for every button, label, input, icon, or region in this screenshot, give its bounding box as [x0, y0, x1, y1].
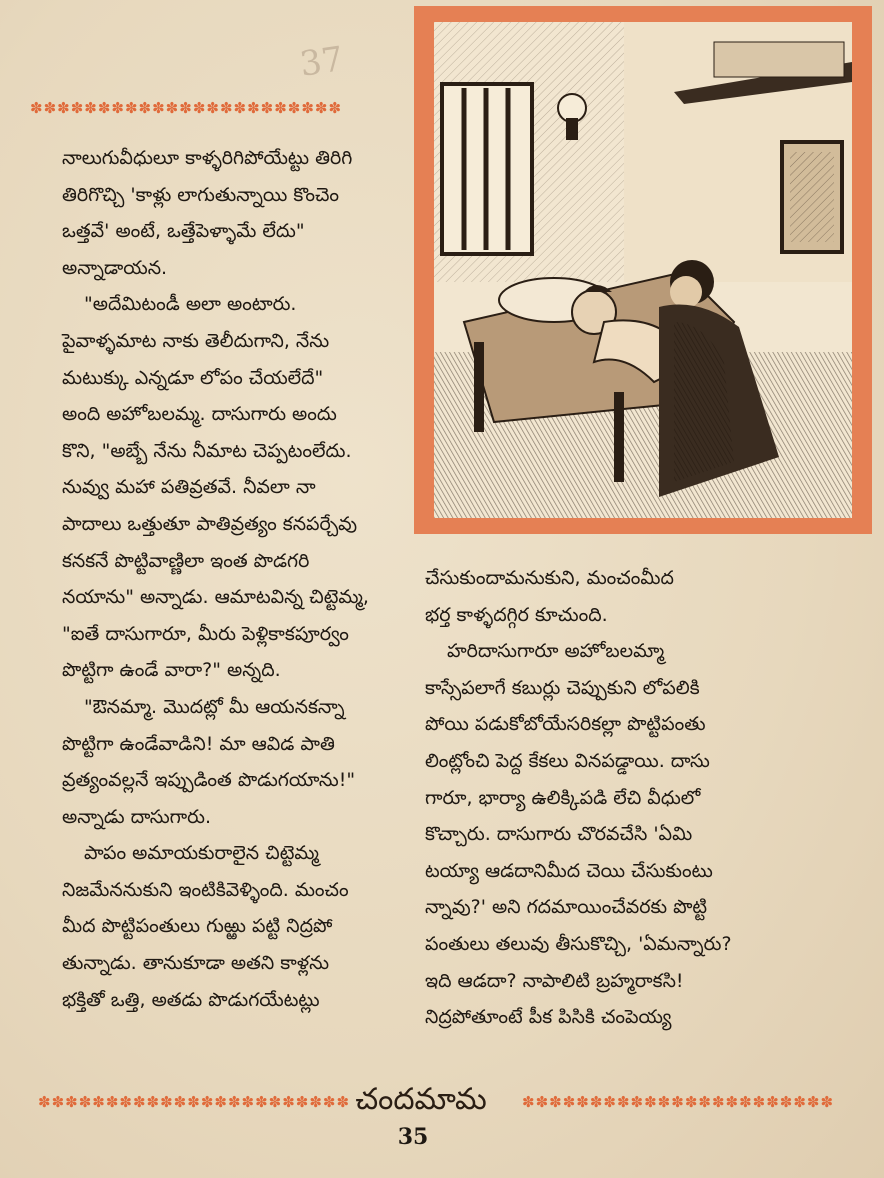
text-line: న్నావు?' అని గదమాయించేవరకు పొట్టి [425, 896, 708, 919]
pencil-page-mark: 37 [297, 39, 346, 85]
text-line: చేసుకుందామనుకుని, మంచంమీద [425, 567, 674, 589]
text-line: వ్రత్యంవల్లనే ఇప్పుడింత పొడుగయాను!" [62, 769, 356, 792]
text-line: గారూ, భార్యా ఉలిక్కిపడి లేచి వీధులో [425, 786, 701, 809]
text-line: మీద పొట్టిపంతులు గుఱ్ఱు పట్టి నిద్రపో [62, 915, 333, 938]
text-line: అన్నాడాయన. [62, 256, 168, 279]
text-line: హరిదాసుగారూ అహోబలమ్మా [447, 640, 665, 663]
text-line: అంది అహోబలమ్మ. దాసుగారు అందు [62, 403, 337, 426]
text-line: భక్తితో ఒత్తి, అతడు పొడుగయేటట్లు [62, 988, 320, 1011]
text-line: నయాను" అన్నాడు. ఆమాటవిన్న చిట్టెమ్మ, [62, 586, 369, 609]
ornament-border-top: ✽✽✽✽✽✽✽✽✽✽✽✽✽✽✽✽✽✽✽✽✽✽✽ [30, 99, 343, 117]
text-column-right [425, 560, 797, 1036]
text-line: టయ్యా ఆడదానిమీద చెయి చేసుకుంటు [425, 859, 713, 882]
text-line: ఇది ఆడదా? నాపాలిటి బ్రహ్మరాకసి! [425, 969, 684, 992]
ornament-border-bottom-left: ✽✽✽✽✽✽✽✽✽✽✽✽✽✽✽✽✽✽✽✽✽✽✽ [38, 1093, 351, 1111]
text-line: నిద్రపోతూంటే పీక పిసికి చంపెయ్య [425, 1006, 672, 1029]
text-line: "అదేమిటండీ అలా అంటారు. [84, 293, 297, 316]
text-line: మటుక్కు ఎన్నడూ లోపం చేయలేదే" [62, 366, 324, 389]
text-line: తున్నాడు. తానుకూడా అతని కాళ్లను [62, 952, 330, 975]
text-line: పాపం అమాయకురాలైన చిట్టెమ్మ [84, 842, 319, 865]
text-column-left [62, 140, 404, 1018]
text-line: కొని, "అబ్బే నేను నీమాట చెప్పటంలేదు. [62, 439, 352, 462]
text-line: ఒత్తవే' అంటే, ఒత్తేపెళ్ళామే లేదు" [62, 220, 305, 243]
text-line: నువ్వు మహా పతివ్రతవే. నీవలా నా [62, 476, 316, 499]
text-line: లింట్లోంచి పెద్ద కేకలు వినపడ్డాయి. దాసు [425, 749, 710, 772]
text-line: "ఐతే దాసుగారూ, మీరు పెళ్లికాకపూర్వం [62, 622, 349, 645]
text-line: తిరిగొచ్చి 'కాళ్లు లాగుతున్నాయి కొంచెం [62, 183, 340, 206]
text-line: కాస్సేపలాగే కబుర్లు చెప్పుకుని లోపలికి [425, 676, 700, 699]
text-line: నిజమేననుకుని ఇంటికివెళ్ళింది. మంచం [62, 878, 349, 901]
text-line: అన్నాడు దాసుగారు. [62, 805, 212, 828]
text-line: పొట్టిగా ఉండే వారా?" అన్నది. [62, 659, 281, 682]
text-line: భర్త కాళ్ళదగ్గిర కూచుంది. [425, 603, 608, 626]
text-line: కనకనే పొట్టివాణ్ణిలా ఇంత పొడగరి [62, 549, 310, 572]
text-line: నాలుగువీధులూ కాళ్ళరిగిపోయేట్టు తిరిగి [62, 147, 353, 169]
text-line: పోయి పడుకోబోయేసరికల్లా పొట్టిపంతు [425, 713, 706, 736]
text-line: పాదాలు ఒత్తుతూ పాతివ్రత్యం కనపర్చేవు [62, 512, 358, 535]
text-line: పంతులు తలువు తీసుకొచ్చి, 'ఏమన్నారు? [425, 932, 732, 955]
story-illustration [414, 6, 872, 534]
page-number: 35 [397, 1124, 429, 1150]
ornament-border-bottom-right: ✽✽✽✽✽✽✽✽✽✽✽✽✽✽✽✽✽✽✽✽✽✽✽ [522, 1093, 835, 1111]
text-line: పైవాళ్ళమాట నాకు తెలీదుగాని, నేను [62, 329, 330, 352]
text-line: "ఔనమ్మా. మొదట్లో మీ ఆయనకన్నా [84, 695, 345, 718]
magazine-title: చందమామ [355, 1082, 487, 1117]
illustration-drawing [434, 22, 852, 518]
text-line: పొట్టిగా ఉండేవాడిని! మా ఆవిడ పాతి [62, 732, 335, 755]
text-line: కొచ్చారు. దాసుగారు చొరవచేసి 'ఏమి [425, 823, 693, 846]
